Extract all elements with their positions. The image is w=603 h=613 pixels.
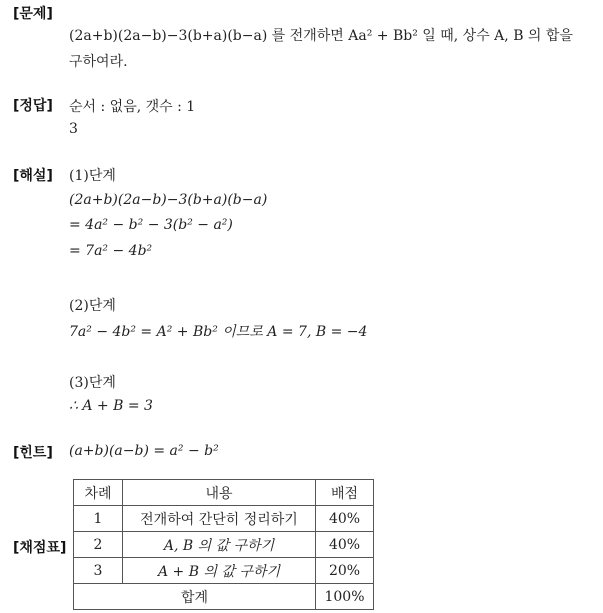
solution-step-1-line-2: = 4a² − b² − 3(b² − a²) <box>69 217 233 233</box>
scoring-row-no: 1 <box>74 506 123 532</box>
scoring-total-row <box>74 584 374 610</box>
hint-label: [힌트] <box>13 445 53 461</box>
solution-step-1-title: (1)단계 <box>69 168 116 184</box>
scoring-row-content: A, B 의 값 구하기 <box>123 532 316 558</box>
scoring-row-points: 40% <box>316 532 374 558</box>
scoring-table <box>73 479 374 610</box>
scoring-row-no: 2 <box>74 532 123 558</box>
problem-label: [문제] <box>13 6 53 22</box>
answer-meta: 순서 : 없음, 갯수 : 1 <box>69 99 196 115</box>
table-row <box>74 558 374 584</box>
scoring-header-no: 차례 <box>74 480 123 506</box>
scoring-label: [채점표] <box>13 540 67 556</box>
scoring-total-points: 100% <box>316 584 374 610</box>
scoring-header-content: 내용 <box>123 480 316 506</box>
problem-text-line-1: (2a+b)(2a−b)−3(b+a)(b−a) 를 전개하면 Aa² + Bb² 일 때, 상수 A, B 의 합을 <box>69 28 573 44</box>
solution-step-1-line-3: = 7a² − 4b² <box>69 243 153 259</box>
scoring-total-label: 합계 <box>74 584 316 610</box>
scoring-row-content: A + B 의 값 구하기 <box>123 558 316 584</box>
scoring-row-no: 3 <box>74 558 123 584</box>
answer-label: [정답] <box>13 98 53 114</box>
scoring-row-points: 40% <box>316 506 374 532</box>
problem-text-line-2: 구하여라. <box>69 54 128 70</box>
solution-step-3-line-1: ∴ A + B = 3 <box>69 398 153 414</box>
scoring-row-content: 전개하여 간단히 정리하기 <box>123 506 316 532</box>
solution-step-2-line-1: 7a² − 4b² = A² + Bb² 이므로 A = 7, B = −4 <box>69 324 368 340</box>
solution-step-2-title: (2)단계 <box>69 298 116 314</box>
solution-step-3-title: (3)단계 <box>69 375 116 391</box>
scoring-row-points: 20% <box>316 558 374 584</box>
scoring-header-row <box>74 480 374 506</box>
solution-label: [해설] <box>13 168 53 184</box>
answer-value: 3 <box>69 121 78 137</box>
table-row <box>74 532 374 558</box>
table-row <box>74 506 374 532</box>
solution-step-1-line-1: (2a+b)(2a−b)−3(b+a)(b−a) <box>69 192 268 208</box>
scoring-header-points: 배점 <box>316 480 374 506</box>
hint-text: (a+b)(a−b) = a² − b² <box>69 443 219 459</box>
